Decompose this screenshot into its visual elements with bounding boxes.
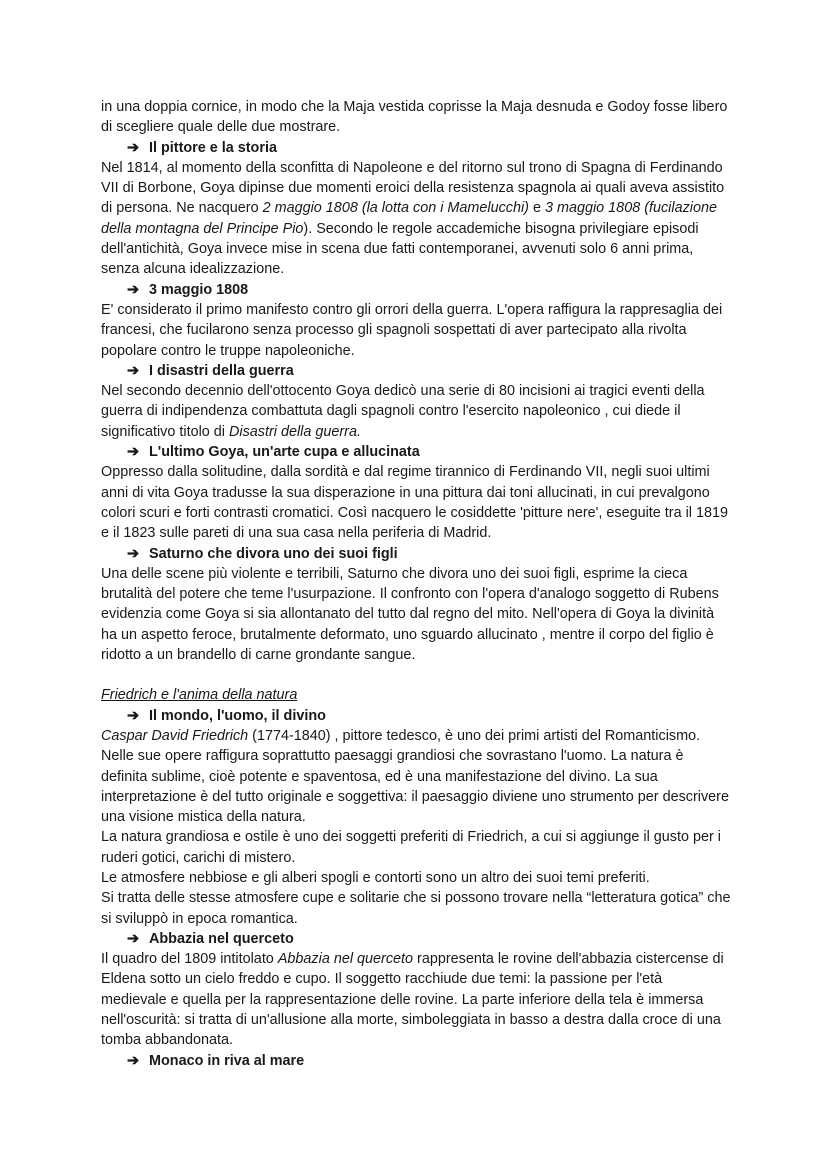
paragraph: [101, 888, 731, 929]
arrow-icon: ➔: [127, 281, 140, 298]
section-title: Friedrich e l'anima della natura: [101, 687, 298, 704]
arrow-icon: ➔: [127, 444, 140, 461]
bullet-heading: [101, 929, 731, 949]
heading-text: Monaco in riva al mare: [149, 1052, 305, 1069]
text-run: Le atmosfere nebbiose e gli alberi spogli e contorti sono un altro dei suoi temi preferiti.: [101, 869, 650, 886]
text-run: Una delle scene più violente e terribili, Saturno che divora uno dei suoi figli, esprime la cieca brutalità del potere che teme l'usurpazione. Il confronto con l'opera d'analogo soggetto di Rubens evidenzia come Goya si sia allontanato del tutto dal regno del mito. Nell'opera di Goya la divinità ha un aspetto feroce, brutalmente deformato, uno sguardo allucinato , mentre il corpo del figlio è ridotto a un brandello di carne grondante sangue.: [101, 565, 719, 664]
bullet-heading: [101, 1051, 731, 1071]
heading-text: Abbazia nel querceto: [149, 930, 294, 947]
text-run: e: [528, 200, 545, 217]
italic-run: Disastri della guerra.: [228, 423, 361, 440]
text-run: Nel 1814, al momento della sconfitta di Napoleone e del ritorno sul trono di Spagna di Ferdinando VII di Borbone, Goya dipinse due momenti eroici della resistenza spagnola ai quali aveva assistito di persona. Ne nacquero: [101, 159, 725, 217]
bullet-heading: [101, 138, 731, 158]
italic-run: 3 maggio 1808 (fucilazione della montagna del Principe Pio: [101, 200, 717, 237]
italic-run: 2 maggio 1808 (la lotta con i Mamelucchi): [262, 200, 529, 217]
paragraph: [101, 97, 731, 138]
italic-run: Caspar David Friedrich: [101, 727, 249, 744]
text-run: Il quadro del 1809 intitolato: [101, 951, 278, 968]
arrow-icon: ➔: [127, 545, 140, 562]
paragraph: [101, 300, 731, 361]
arrow-icon: ➔: [127, 1052, 140, 1069]
arrow-icon: ➔: [127, 707, 140, 724]
heading-text: 3 maggio 1808: [149, 281, 249, 298]
arrow-icon: ➔: [127, 930, 140, 947]
text-run: in una doppia cornice, in modo che la Maja vestida coprisse la Maja desnuda e Godoy fosse libero di scegliere quale delle due mostrare.: [101, 99, 728, 136]
bullet-heading: [101, 706, 731, 726]
paragraph: [101, 949, 731, 1050]
heading-text: Il mondo, l'uomo, il divino: [149, 707, 326, 724]
arrow-icon: ➔: [127, 362, 140, 379]
heading-text: I disastri della guerra: [149, 362, 294, 379]
bullet-heading: [101, 544, 731, 564]
paragraph: [101, 462, 731, 543]
bullet-heading: [101, 361, 731, 381]
text-run: Si tratta delle stesse atmosfere cupe e solitarie che si possono trovare nella “letteratura gotica” che si sviluppò in epoca romantica.: [101, 890, 731, 927]
italic-run: Abbazia nel querceto: [277, 951, 414, 968]
paragraph: [101, 381, 731, 442]
bullet-heading: [101, 442, 731, 462]
paragraph: [101, 564, 731, 665]
text-run: (1774-1840) , pittore tedesco, è uno dei primi artisti del Romanticismo. Nelle sue opere raffigura soprattutto paesaggi grandiosi che sovrastano l'uomo. La natura è definita sublime, cioè potente e spaventosa, ed è una manifestazione del divino. La sua interpretazione è del tutto originale e soggettiva: il paesaggio diviene uno strumento per descrivere una visione mistica della natura.: [101, 727, 729, 826]
paragraph: [101, 827, 731, 868]
paragraph: [101, 726, 731, 827]
paragraph: [101, 868, 731, 888]
text-run: Oppresso dalla solitudine, dalla sordità e dal regime tirannico di Ferdinando VII, negli suoi ultimi anni di vita Goya tradusse la sua disperazione in una pittura dai toni allucinati, in cui prevalgono colori scuri e forti contrasti cromatici. Così nacquero le cosiddette 'pitture nere', eseguite tra il 1819 e il 1823 sulle pareti di una sua casa nella periferia di Madrid.: [101, 464, 728, 542]
heading-text: Il pittore e la storia: [149, 139, 277, 156]
bullet-heading: [101, 280, 731, 300]
arrow-icon: ➔: [127, 139, 140, 156]
text-run: E' considerato il primo manifesto contro gli orrori della guerra. L'opera raffigura la rappresaglia dei francesi, che fucilarono senza processo gli spagnoli sospettati di aver partecipato alla rivolta popolare contro le truppe napoleoniche.: [101, 301, 723, 359]
text-run: rappresenta le rovine dell'abbazia cistercense di Eldena sotto un cielo freddo e cupo. Il soggetto racchiude due temi: la passione per l'età medievale e quella per la rappresentazione delle rovine. La parte inferiore della tela è immersa nell'oscurità: si tratta di un'allusione alla morte, simboleggiata in basso a destra dalla croce di una tomba abbandonata.: [101, 951, 724, 1049]
document-page: [101, 97, 731, 1071]
heading-text: Saturno che divora uno dei suoi figli: [149, 545, 398, 562]
text-run: ). Secondo le regole accademiche bisogna privilegiare episodi dell'antichità, Goya invece mise in scena due fatti contemporanei, avvenuti solo 6 anni prima, senza alcuna idealizzazione.: [101, 220, 699, 278]
heading-text: L'ultimo Goya, un'arte cupa e allucinata: [149, 444, 420, 461]
text-run: Nel secondo decennio dell'ottocento Goya dedicò una serie di 80 incisioni ai tragici eventi della guerra di indipendenza combattuta dagli spagnoli contro l'esercito napoleonico , cui diede il significativo titolo di: [101, 383, 705, 440]
text-run: La natura grandiosa e ostile è uno dei soggetti preferiti di Friedrich, a cui si aggiunge il gusto per i ruderi gotici, carichi di mistero.: [101, 829, 721, 866]
paragraph: [101, 158, 731, 280]
